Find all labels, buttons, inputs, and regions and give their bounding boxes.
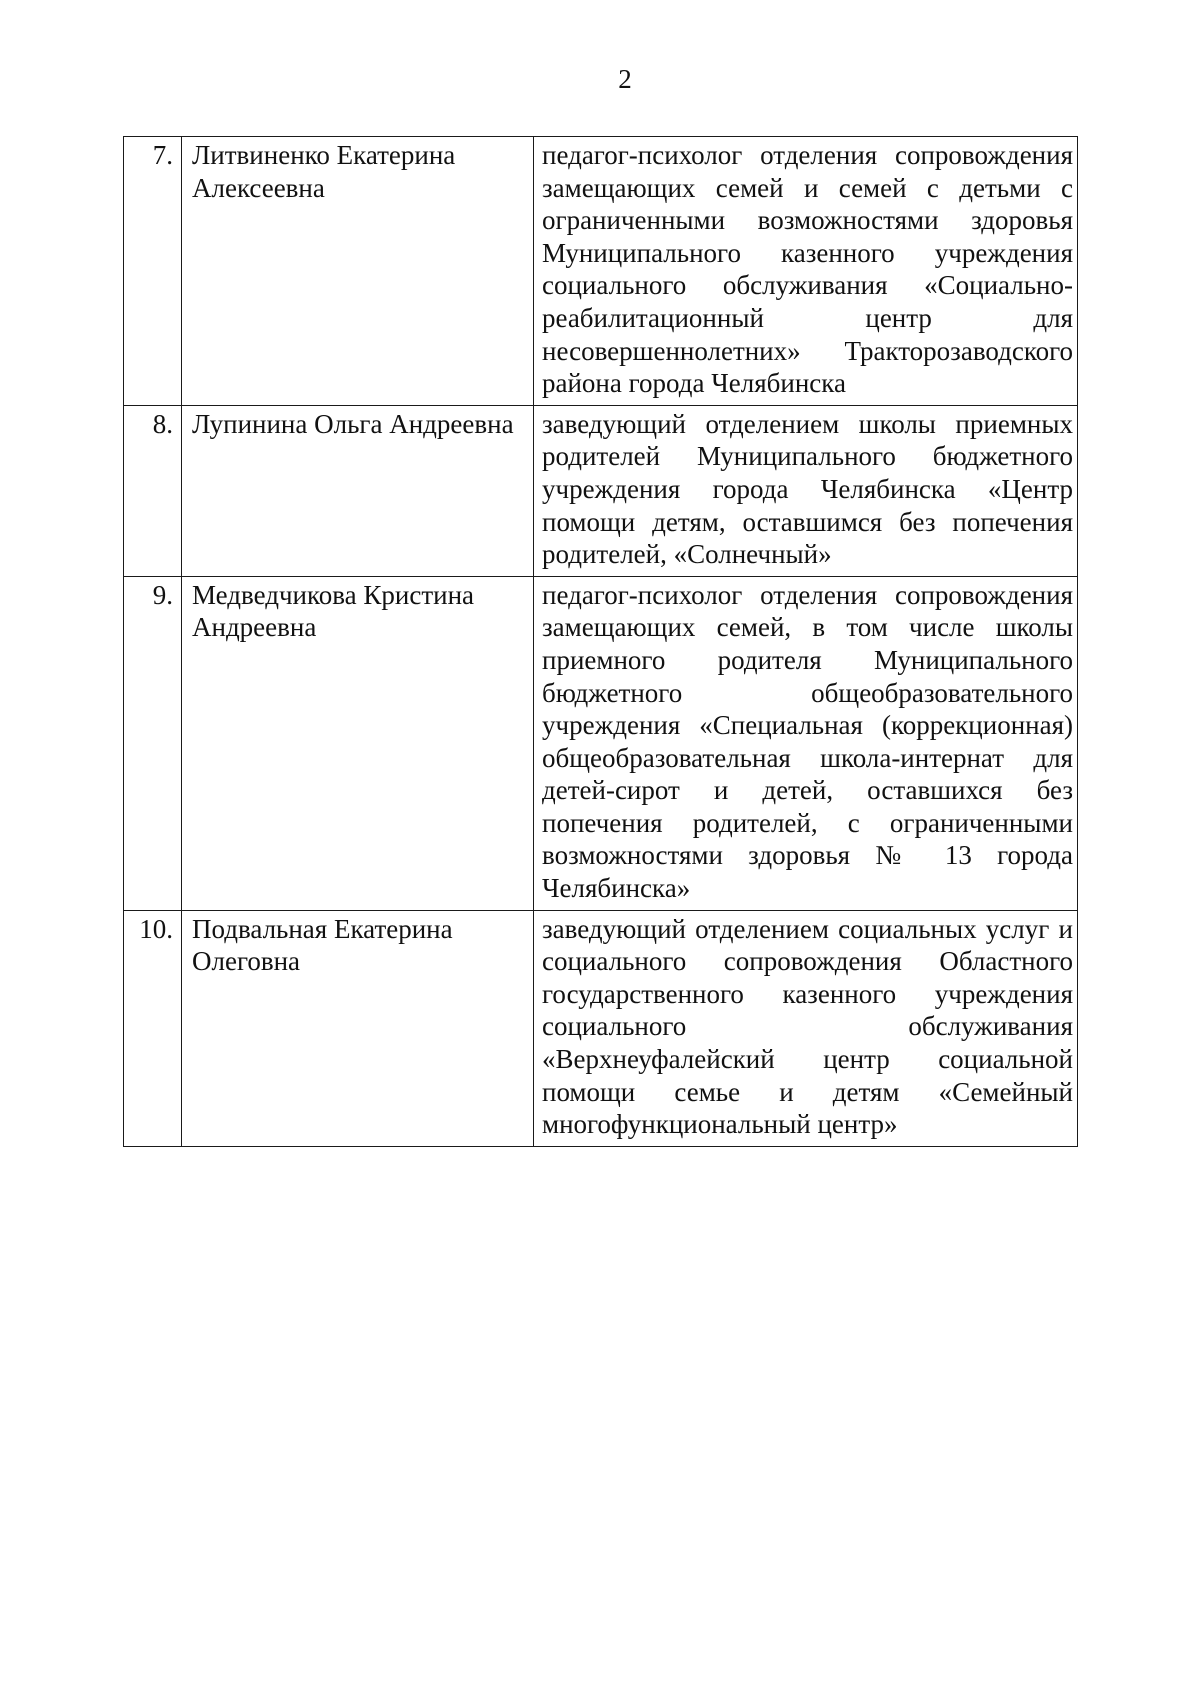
table-row <box>124 137 1078 406</box>
row-number: 7. <box>124 137 182 406</box>
table-row <box>124 910 1078 1146</box>
table-row <box>124 405 1078 576</box>
person-position: заведующий отделением школы приемных родителей Муниципального бюджетного учреждения города Челябинска «Центр помощи детям, оставшимся без попечения родителей, «Солнечный» <box>534 405 1078 576</box>
row-number: 8. <box>124 405 182 576</box>
row-number: 9. <box>124 576 182 910</box>
person-name: Литвиненко Екатерина Алексеевна <box>182 137 534 406</box>
person-position: заведующий отделением социальных услуг и социального сопровождения Областного государственного казенного учреждения социального обслуживания «Верхнеуфалейский центр социальной помощи семье и детям «Семейный многофункциональный центр» <box>534 910 1078 1146</box>
person-name: Лупинина Ольга Андреевна <box>182 405 534 576</box>
row-number: 10. <box>124 910 182 1146</box>
person-name: Подвальная Екатерина Олеговна <box>182 910 534 1146</box>
page-number: 2 <box>618 64 632 94</box>
person-position: педагог-психолог отделения сопровождения замещающих семей и семей с детьми с ограниченными возможностями здоровья Муниципального казенного учреждения социального обслуживания «Социально-реабилитационный центр для несовершеннолетних» Тракторозаводского района города Челябинска <box>534 137 1078 406</box>
members-table <box>123 136 1078 1147</box>
person-position: педагог-психолог отделения сопровождения замещающих семей, в том числе школы приемного родителя Муниципального бюджетного общеобразовательного учреждения «Специальная (коррекционная) общеобразовательная школа-интернат для детей-сирот и детей, оставшихся без попечения родителей, с ограниченными возможностями здоровья № 13 города Челябинска» <box>534 576 1078 910</box>
table-row <box>124 576 1078 910</box>
person-name: Медведчикова Кристина Андреевна <box>182 576 534 910</box>
